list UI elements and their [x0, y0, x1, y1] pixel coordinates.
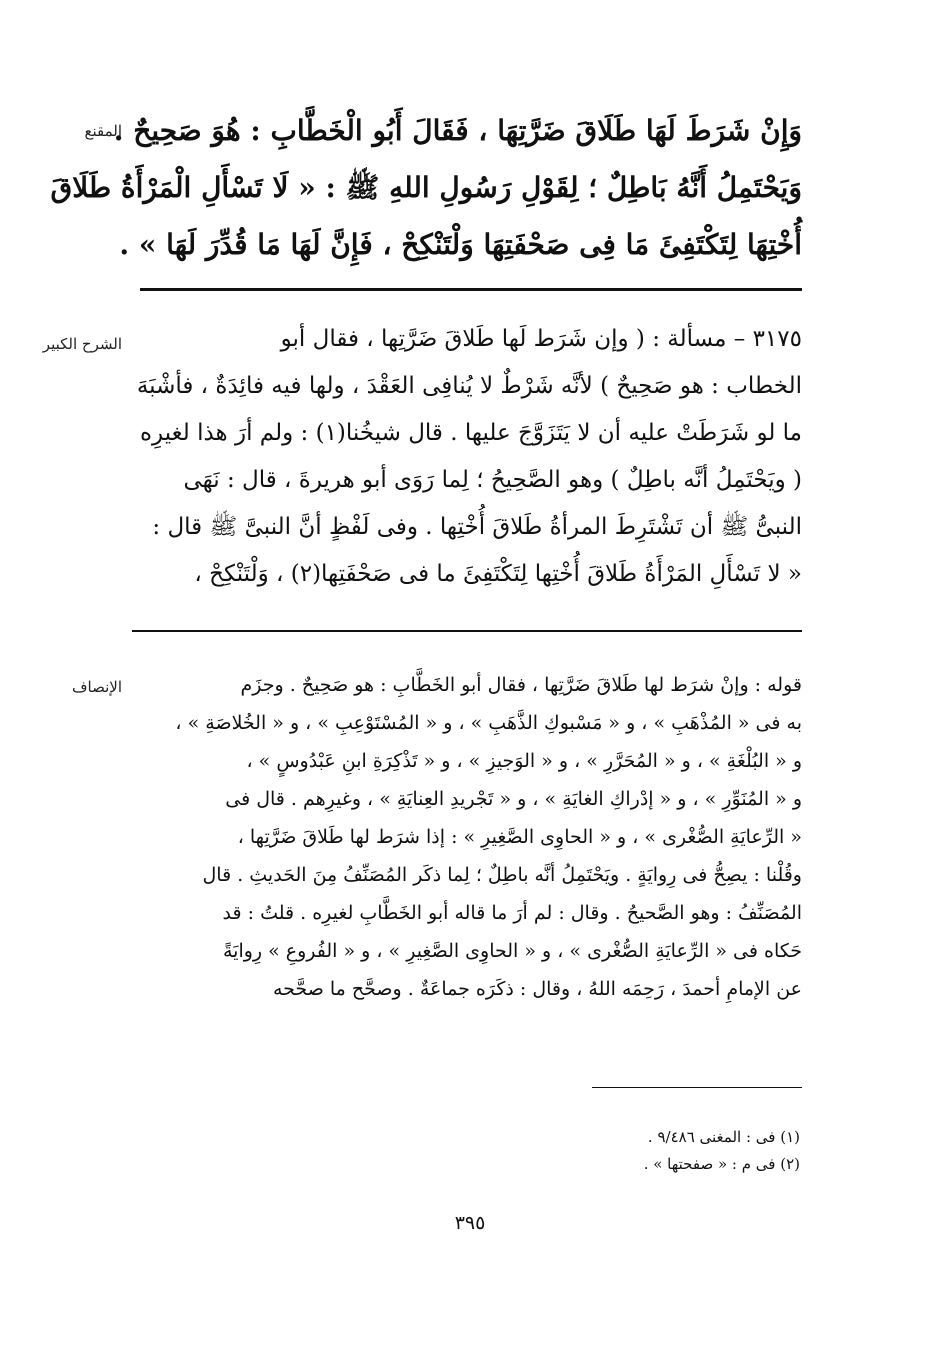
insaf-text-block: [132, 666, 802, 1008]
muqni-line-1: وَإِنْ شَرَطَ لَهَا طَلَاقَ ضَرَّتِهَا ، فَقَالَ أَبُو الْخَطَّابِ : هُوَ صَحِيحٌ .: [113, 114, 802, 147]
sharh-line-1: ٣١٧٥ – مسألة : ( وإن شَرَط لَها طَلاقَ ضَرَّتِها ، فقال أبو: [280, 326, 802, 352]
footnote-separator: [592, 1087, 802, 1088]
sharh-line-4: ( ويَحْتَمِلُ أنَّه باطِلٌ ) وهو الصَّحِيحُ ؛ لِما رَوَى أبو هريرةَ ، قال : نَهَى: [183, 467, 802, 493]
sharh-line-5: النبىُّ ﷺ أن تَشْتَرِطَ المرأةُ طَلاقَ أُخْتِها . وفى لَفْظٍ أنَّ النبىَّ ﷺ قال :: [152, 514, 802, 540]
sharh-line-6: « لا تَسْأَلِ المَرْأَةُ طَلاقَ أُخْتِها لِتَكْتَفِئَ ما فى صَحْفَتِها(٢) ، وَلْتَنْكِحْ ،: [194, 561, 802, 587]
sharh-line-3: ما لو شَرَطَتْ عليه أن لا يَتَزَوَّجَ عليها . قال شيخُنا(١) : ولم أرَ هذا لغيرِه: [139, 420, 802, 446]
insaf-line-8: حَكاه فى « الرِّعايَةِ الصُّغْرى » ، و « الحاوِى الصَّغِيرِ » ، و « الفُروعِ » رِوايَةً: [222, 940, 802, 962]
insaf-line-2: به فى « المُذْهَبِ » ، و « مَسْبوكِ الذَّهَبِ » ، و « المُسْتَوْعِبِ » ، و « الخُلاصَةِ » ،: [175, 712, 802, 734]
margin-label-muqni: المقنع: [84, 122, 122, 140]
footnote-2: (٢) فى م : « صفحتها » .: [643, 1155, 800, 1173]
footnotes: [300, 1124, 800, 1178]
section-divider: [132, 630, 802, 632]
insaf-line-5: « الرِّعايَةِ الصُّغْرى » ، و « الحاوِى الصَّغِيرِ » : إذا شرَط لها طَلاقَ ضَرَّتِها ،: [237, 826, 802, 848]
muqni-line-2: وَيَحْتَمِلُ أَنَّهُ بَاطِلٌ ؛ لِقَوْلِ رَسُولِ اللهِ ﷺ : « لَا تَسْأَلِ الْمَرْأَةُ طَلَاقَ: [50, 171, 802, 204]
margin-label-insaf: الإنصاف: [71, 678, 122, 696]
footnote-1: (١) فى : المغنى ٩/٤٨٦ .: [647, 1128, 800, 1146]
page-number: ٣٩٥: [454, 1212, 486, 1234]
insaf-line-1: قوله : وإنْ شرَط لها طَلاقَ ضَرَّتِها ، فقال أبو الخَطَّابِ : هو صَحِيحٌ . وجزَم: [240, 674, 802, 696]
insaf-line-3: و « البُلْغَةِ » ، و « المُحَرَّرِ » ، و « الوَجيزِ » ، و « تَذْكِرَةِ ابنِ عَبْدُوسٍ » ،: [246, 750, 802, 772]
insaf-line-6: وقُلْنا : يصِحُّ فى رِوايَةٍ . ويَحْتَمِلُ أنَّه باطِلٌ ؛ لِما ذكَر المُصَنِّفُ مِنَ الحَديثِ . قال: [202, 864, 802, 886]
section-divider-thick: [140, 288, 802, 291]
insaf-line-4: و « المُنَوِّرِ » ، و « إدْراكِ الغايَةِ » ، و « تَجْريدِ العِنايَةِ » ، وغيرِهم . قال فى: [225, 788, 802, 810]
insaf-line-9: عن الإمامِ أحمدَ ، رَحِمَه اللهُ ، وقال : ذكَرَه جماعَةٌ . وصحَّح ما صحَّحه: [272, 978, 802, 1000]
sharh-text-block: [132, 316, 802, 598]
insaf-line-7: المُصَنِّفُ : وهو الصَّحيحُ . وقال : لم أرَ ما قاله أبو الخَطَّابِ لغيرِه . قلتُ : قد: [222, 902, 802, 924]
sharh-line-2: الخطاب : هو صَحِيحٌ ) لأنَّه شَرْطٌ لا يُنافِى العَقْدَ ، ولها فيه فائِدَةٌ ، فأشْبَهَ: [136, 373, 802, 399]
margin-label-sharh: الشرح الكبير: [42, 335, 122, 353]
muqni-line-3: أُخْتِهَا لِتَكْتَفِئَ مَا فِى صَحْفَتِهَا وَلْتَنْكِحْ ، فَإِنَّ لَهَا مَا قُدِّرَ لَهَا » .: [119, 228, 802, 261]
